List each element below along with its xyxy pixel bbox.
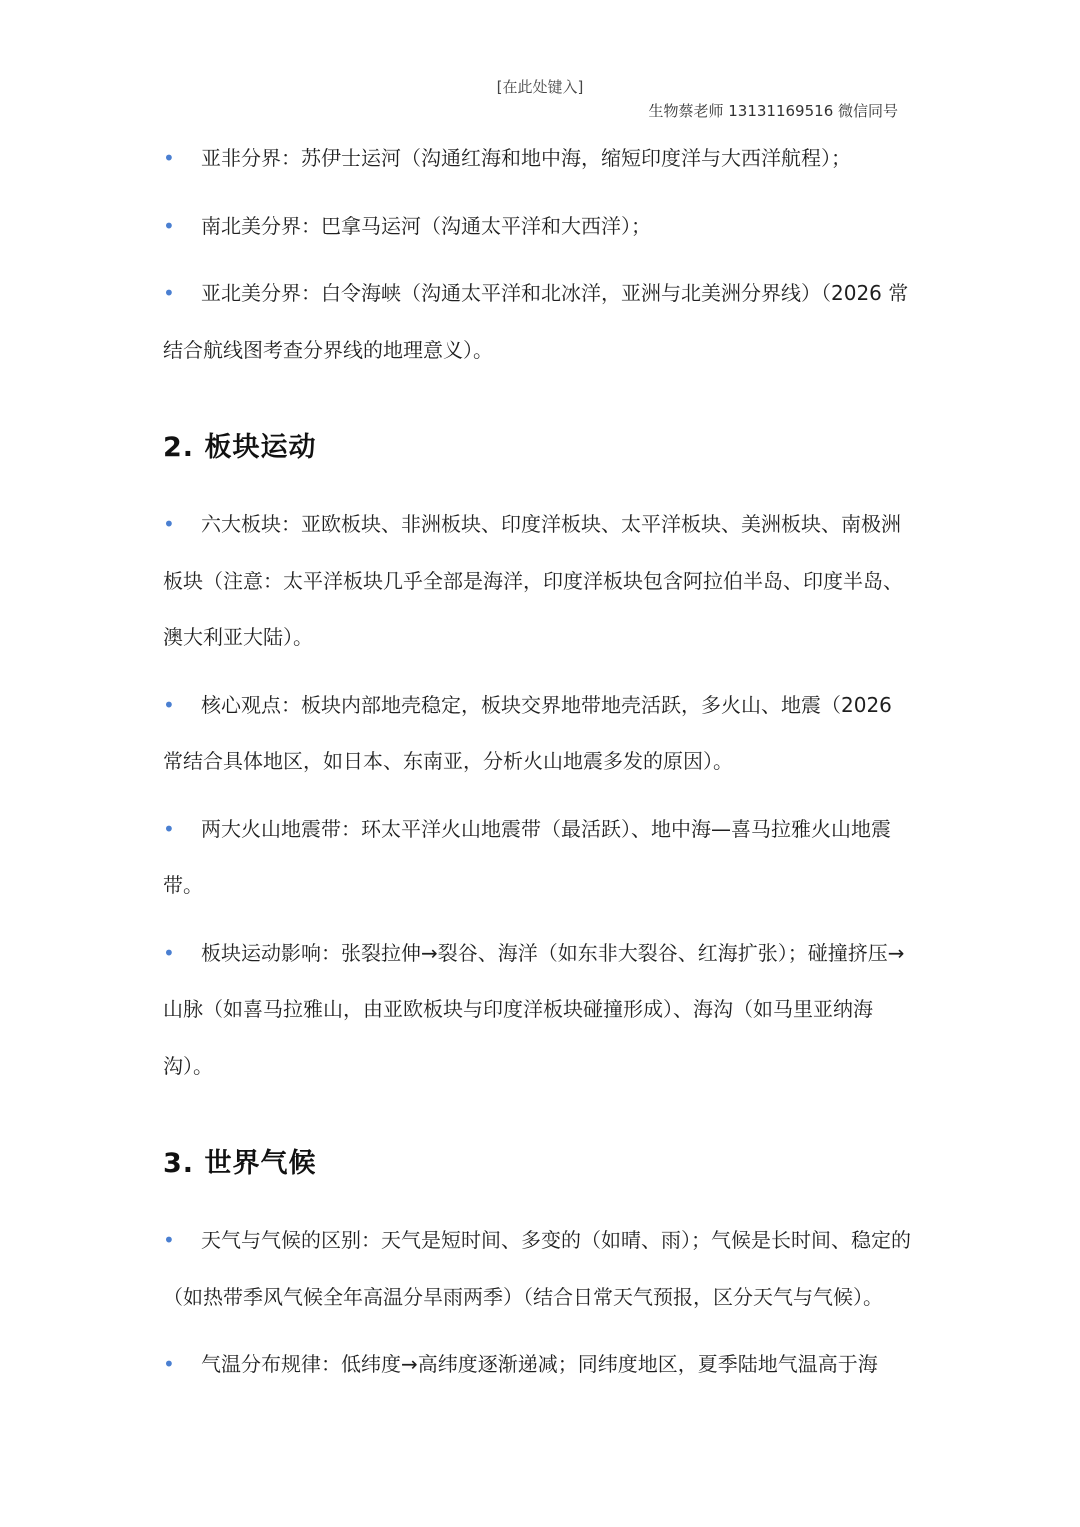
bullet-icon: • xyxy=(163,213,175,238)
section-heading-world-climate: 3. 世界气候 xyxy=(163,1148,317,1179)
bullet-icon: • xyxy=(163,692,175,717)
bullet-icon: • xyxy=(163,816,175,841)
bullet-icon: • xyxy=(163,281,175,305)
header-placeholder: [在此处键入] xyxy=(496,78,584,96)
list-item xyxy=(163,677,915,790)
list-item xyxy=(163,198,915,255)
bullet-icon: • xyxy=(163,146,175,170)
list-item-text: 南北美分界：巴拿马运河（沟通太平洋和大西洋）； xyxy=(201,213,651,238)
list-item xyxy=(163,130,915,187)
section-heading-plate-tectonics: 2. 板块运动 xyxy=(163,432,317,463)
header-contact: 生物蔡老师 13131169516 微信同号 xyxy=(648,102,898,120)
list-item xyxy=(163,265,915,378)
list-item-text: 天气与气候的区别：天气是短时间、多变的（如晴、雨）；气候是长时间、稳定的（如热带季风气候全年高温分旱雨两季）（结合日常天气预报，区分天气与气候）。 xyxy=(163,1228,911,1309)
list-item-text: 核心观点：板块内部地壳稳定，板块交界地带地壳活跃，多火山、地震（2026 常结合具体地区，如日本、东南亚，分析火山地震多发的原因）。 xyxy=(163,692,892,773)
list-item-text: 板块运动影响：张裂拉伸→裂谷、海洋（如东非大裂谷、红海扩张）；碰撞挤压→山脉（如喜马拉雅山，由亚欧板块与印度洋板块碰撞形成）、海沟（如马里亚纳海沟）。 xyxy=(163,940,905,1078)
list-item-text: 六大板块：亚欧板块、非洲板块、印度洋板块、太平洋板块、美洲板块、南极洲板块（注意：太平洋板块几乎全部是海洋，印度洋板块包含阿拉伯半岛、印度半岛、澳大利亚大陆）。 xyxy=(163,512,903,649)
list-item xyxy=(163,496,915,666)
bullet-icon: • xyxy=(163,940,175,965)
list-item-text: 亚北美分界：白令海峡（沟通太平洋和北冰洋，亚洲与北美洲分界线）（2026 常结合航线图考查分界线的地理意义）。 xyxy=(163,281,909,362)
list-item xyxy=(163,1336,915,1393)
bullet-icon: • xyxy=(163,1228,175,1252)
list-item-text: 气温分布规律：低纬度→高纬度逐渐递减；同纬度地区，夏季陆地气温高于海 xyxy=(201,1352,878,1376)
bullet-icon: • xyxy=(163,512,175,536)
list-item xyxy=(163,1212,915,1325)
bullet-icon: • xyxy=(163,1352,175,1376)
list-item xyxy=(163,925,915,1095)
list-item-text: 两大火山地震带：环太平洋火山地震带（最活跃）、地中海—喜马拉雅火山地震带。 xyxy=(163,816,891,897)
list-item-text: 亚非分界：苏伊士运河（沟通红海和地中海，缩短印度洋与大西洋航程）； xyxy=(201,146,851,170)
list-item xyxy=(163,801,915,914)
document-body xyxy=(163,130,915,1404)
